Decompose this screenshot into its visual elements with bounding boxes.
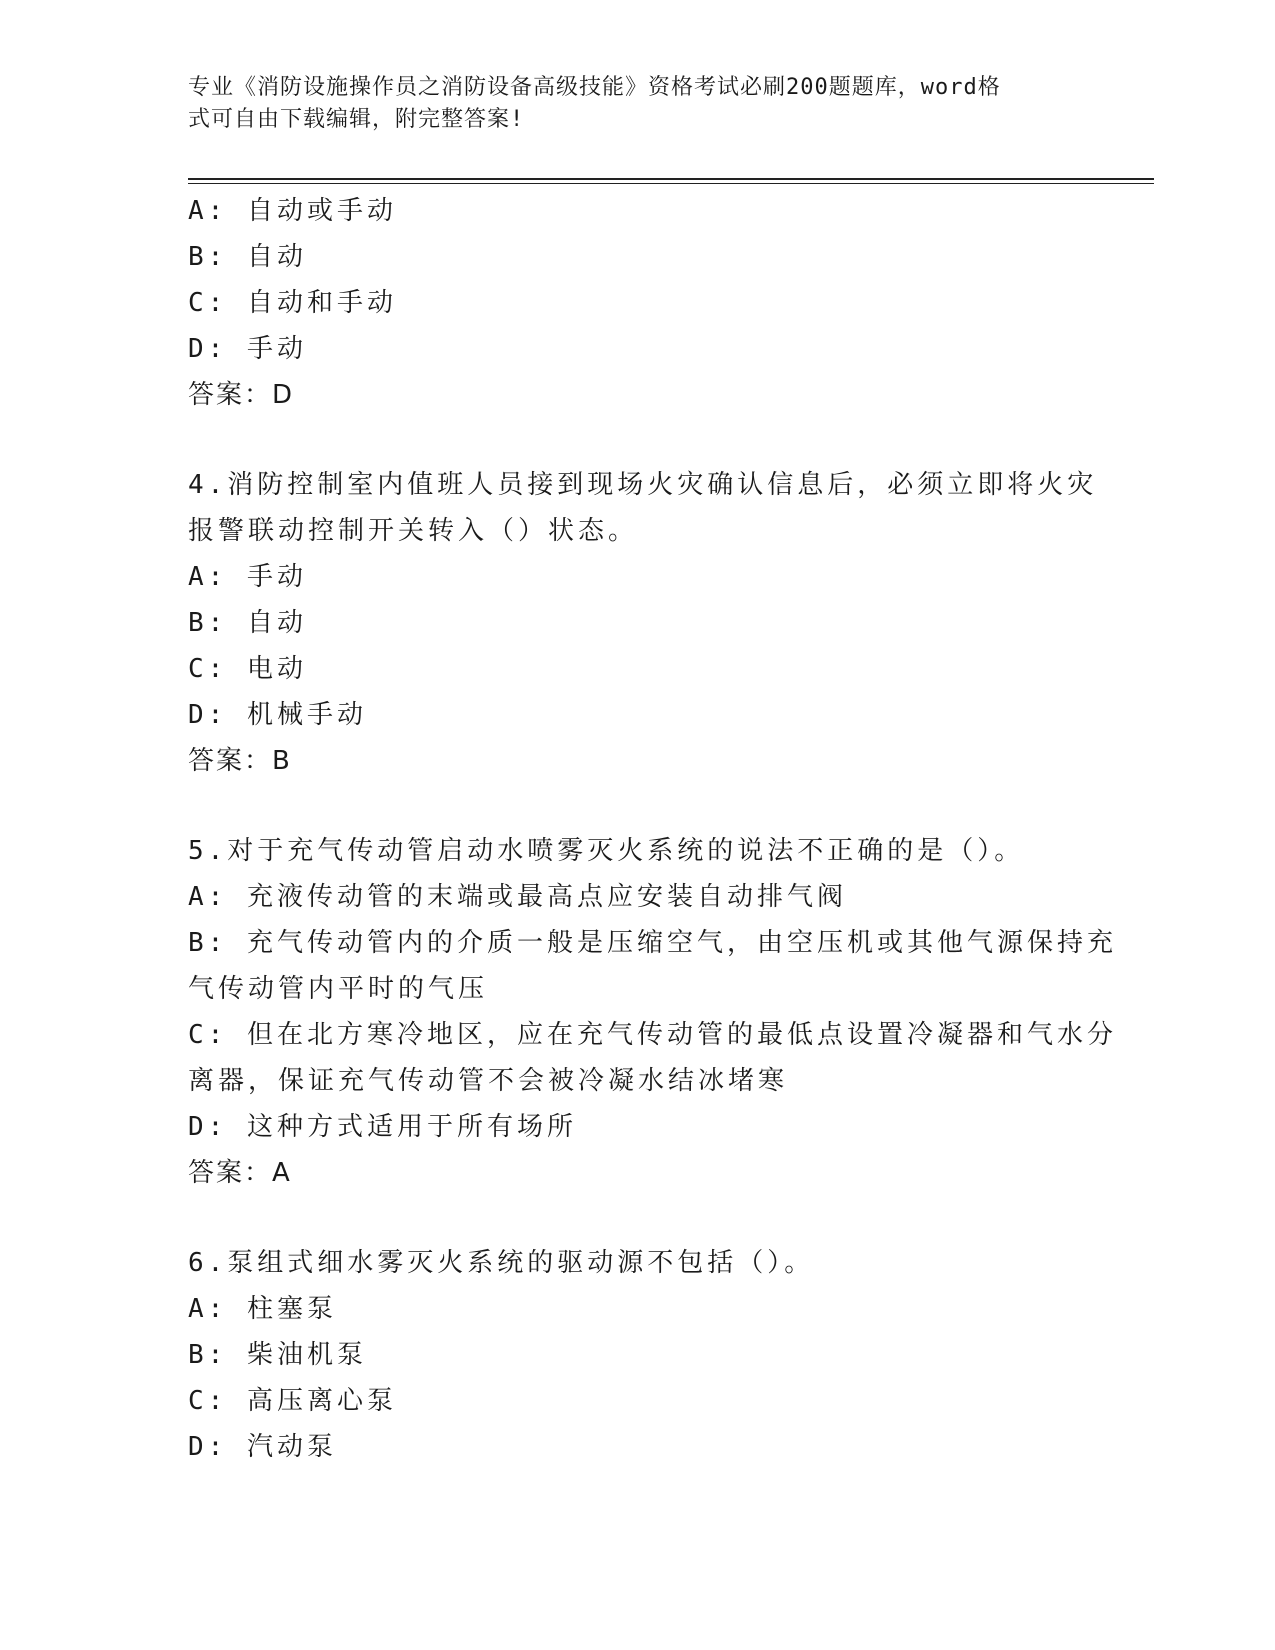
option-c-continued: 离器，保证充气传动管不会被冷凝水结冰堵寒 bbox=[188, 1066, 789, 1096]
question-3 bbox=[188, 188, 1088, 418]
header-divider-thin bbox=[188, 183, 1154, 184]
option-b: B: 柴油机泵 bbox=[188, 1340, 367, 1370]
spacer bbox=[188, 784, 1088, 828]
answer: 答案：A bbox=[188, 1158, 292, 1188]
option-a: A: 充液传动管的末端或最高点应安装自动排气阀 bbox=[188, 882, 847, 912]
question-text-continued: 报警联动控制开关转入（）状态。 bbox=[188, 516, 639, 546]
header-line-2: 式可自由下载编辑，附完整答案! bbox=[188, 107, 525, 132]
option-b: B: 自动 bbox=[188, 242, 307, 272]
option-b: B: 自动 bbox=[188, 608, 307, 638]
header-line-1: 专业《消防设施操作员之消防设备高级技能》资格考试必刷200题题库，word格 bbox=[188, 75, 1001, 100]
question-4 bbox=[188, 462, 1098, 784]
header-divider-thick bbox=[188, 178, 1154, 180]
question-text: 5.对于充气传动管启动水喷雾灭火系统的说法不正确的是（）。 bbox=[188, 836, 1025, 866]
answer: 答案：B bbox=[188, 746, 292, 776]
option-b-continued: 气传动管内平时的气压 bbox=[188, 974, 489, 1004]
question-list bbox=[188, 188, 1117, 1470]
option-c: C: 高压离心泵 bbox=[188, 1386, 397, 1416]
option-b: B: 充气传动管内的介质一般是压缩空气，由空压机或其他气源保持充 bbox=[188, 928, 1117, 958]
option-d: D: 机械手动 bbox=[188, 700, 367, 730]
option-d: D: 这种方式适用于所有场所 bbox=[188, 1112, 577, 1142]
question-5 bbox=[188, 828, 1117, 1196]
option-c: C: 但在北方寒冷地区，应在充气传动管的最低点设置冷凝器和气水分 bbox=[188, 1020, 1117, 1050]
spacer bbox=[188, 418, 1088, 462]
option-a: A: 自动或手动 bbox=[188, 196, 397, 226]
option-d: D: 手动 bbox=[188, 334, 307, 364]
option-a: A: 手动 bbox=[188, 562, 307, 592]
question-text: 4.消防控制室内值班人员接到现场火灾确认信息后，必须立即将火灾 bbox=[188, 470, 1098, 500]
document-header bbox=[188, 72, 1068, 136]
option-c: C: 电动 bbox=[188, 654, 307, 684]
answer: 答案：D bbox=[188, 380, 295, 410]
spacer bbox=[188, 1196, 1088, 1240]
option-a: A: 柱塞泵 bbox=[188, 1294, 337, 1324]
option-c: C: 自动和手动 bbox=[188, 288, 397, 318]
question-text: 6.泵组式细水雾灭火系统的驱动源不包括（）。 bbox=[188, 1248, 815, 1278]
option-d: D: 汽动泵 bbox=[188, 1432, 337, 1462]
question-6 bbox=[188, 1240, 1088, 1470]
